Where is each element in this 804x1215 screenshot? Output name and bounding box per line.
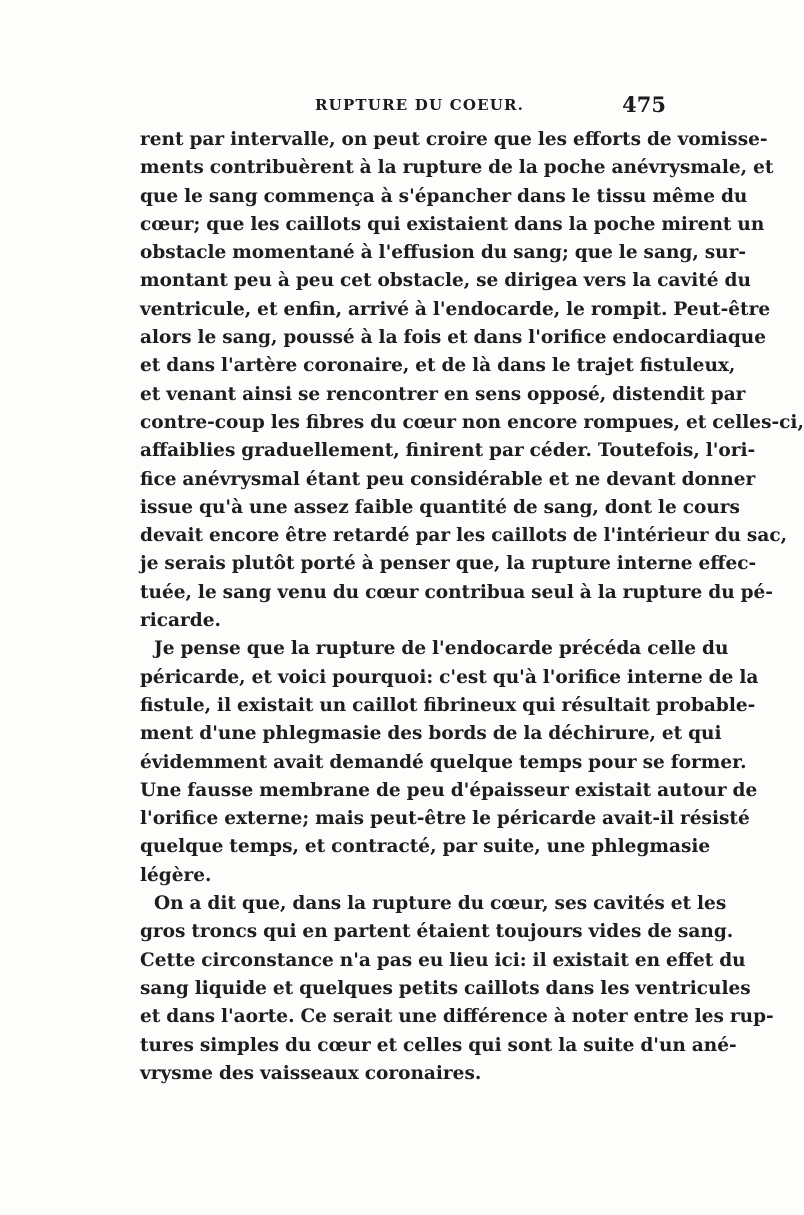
text-line: vrysme des vaisseaux coronaires.: [140, 1062, 482, 1084]
text-line: l'orifice externe; mais peut-être le péricarde avait-il résisté: [140, 808, 750, 830]
text-line: que le sang commença à s'épancher dans le tissu même du: [140, 185, 748, 207]
text-line: issue qu'à une assez faible quantité de sang, dont le cours: [140, 496, 740, 518]
text-line: ments contribuèrent à la rupture de la poche anévrysmale, et: [140, 157, 774, 179]
text-line: évidemment avait demandé quelque temps pour se former.: [140, 751, 747, 773]
text-line: fistule, il existait un caillot fibrineux qui résultait probable-: [140, 694, 756, 716]
text-line: ment d'une phlegmasie des bords de la déchirure, et qui: [140, 723, 722, 745]
text-line: quelque temps, et contracté, par suite, une phlegmasie: [140, 836, 711, 858]
text-line: Je pense que la rupture de l'endocarde précéda celle du: [154, 638, 729, 660]
page-number: 475: [622, 92, 666, 117]
text-line: et venant ainsi se rencontrer en sens opposé, distendit par: [140, 383, 746, 405]
text-line: tures simples du cœur et celles qui sont la suite d'un ané-: [140, 1034, 737, 1056]
text-line: affaiblies graduellement, finirent par céder. Toutefois, l'ori-: [140, 440, 756, 462]
text-line: tuée, le sang venu du cœur contribua seul à la rupture du pé-: [140, 581, 773, 603]
text-line: sang liquide et quelques petits caillots dans les ventricules: [140, 977, 751, 999]
text-line: fice anévrysmal étant peu considérable et ne devant donner: [140, 468, 756, 490]
text-line: obstacle momentané à l'effusion du sang; que le sang, sur-: [140, 242, 747, 264]
text-line: et dans l'aorte. Ce serait une différence à noter entre les rup-: [140, 1006, 774, 1028]
text-line: montant peu à peu cet obstacle, se dirigea vers la cavité du: [140, 270, 751, 292]
text-line: On a dit que, dans la rupture du cœur, ses cavités et les: [154, 893, 727, 915]
text-line: rent par intervalle, on peut croire que les efforts de vomisse-: [140, 129, 768, 150]
text-line: cœur; que les caillots qui existaient dans la poche mirent un: [140, 213, 765, 235]
text-line: gros troncs qui en partent étaient toujours vides de sang.: [140, 921, 734, 943]
text-line: Cette circonstance n'a pas eu lieu ici: il existait en effet du: [140, 949, 746, 971]
text-line: contre-coup les fibres du cœur non encore rompues, et celles-ci,: [140, 411, 804, 433]
paragraph: [140, 890, 774, 1088]
body-text: [140, 126, 804, 1088]
paragraph: [140, 635, 759, 890]
text-line: légère.: [140, 864, 212, 886]
text-line: Une fausse membrane de peu d'épaisseur existait autour de: [140, 779, 758, 801]
text-line: je serais plutôt porté à penser que, la rupture interne effec-: [140, 553, 757, 575]
running-title: RUPTURE DU COEUR.: [315, 96, 525, 114]
text-line: ventricule, et enfin, arrivé à l'endocarde, le rompit. Peut-être: [140, 298, 771, 320]
text-line: et dans l'artère coronaire, et de là dans le trajet fistuleux,: [140, 355, 736, 377]
text-line: alors le sang, poussé à la fois et dans l'orifice endocardiaque: [140, 327, 767, 349]
paragraph: [140, 126, 804, 635]
text-line: ricarde.: [140, 610, 221, 632]
text-line: devait encore être retardé par les caillots de l'intérieur du sac,: [140, 525, 788, 547]
page-header: [140, 92, 668, 120]
text-line: péricarde, et voici pourquoi: c'est qu'à l'orifice interne de la: [140, 666, 759, 688]
